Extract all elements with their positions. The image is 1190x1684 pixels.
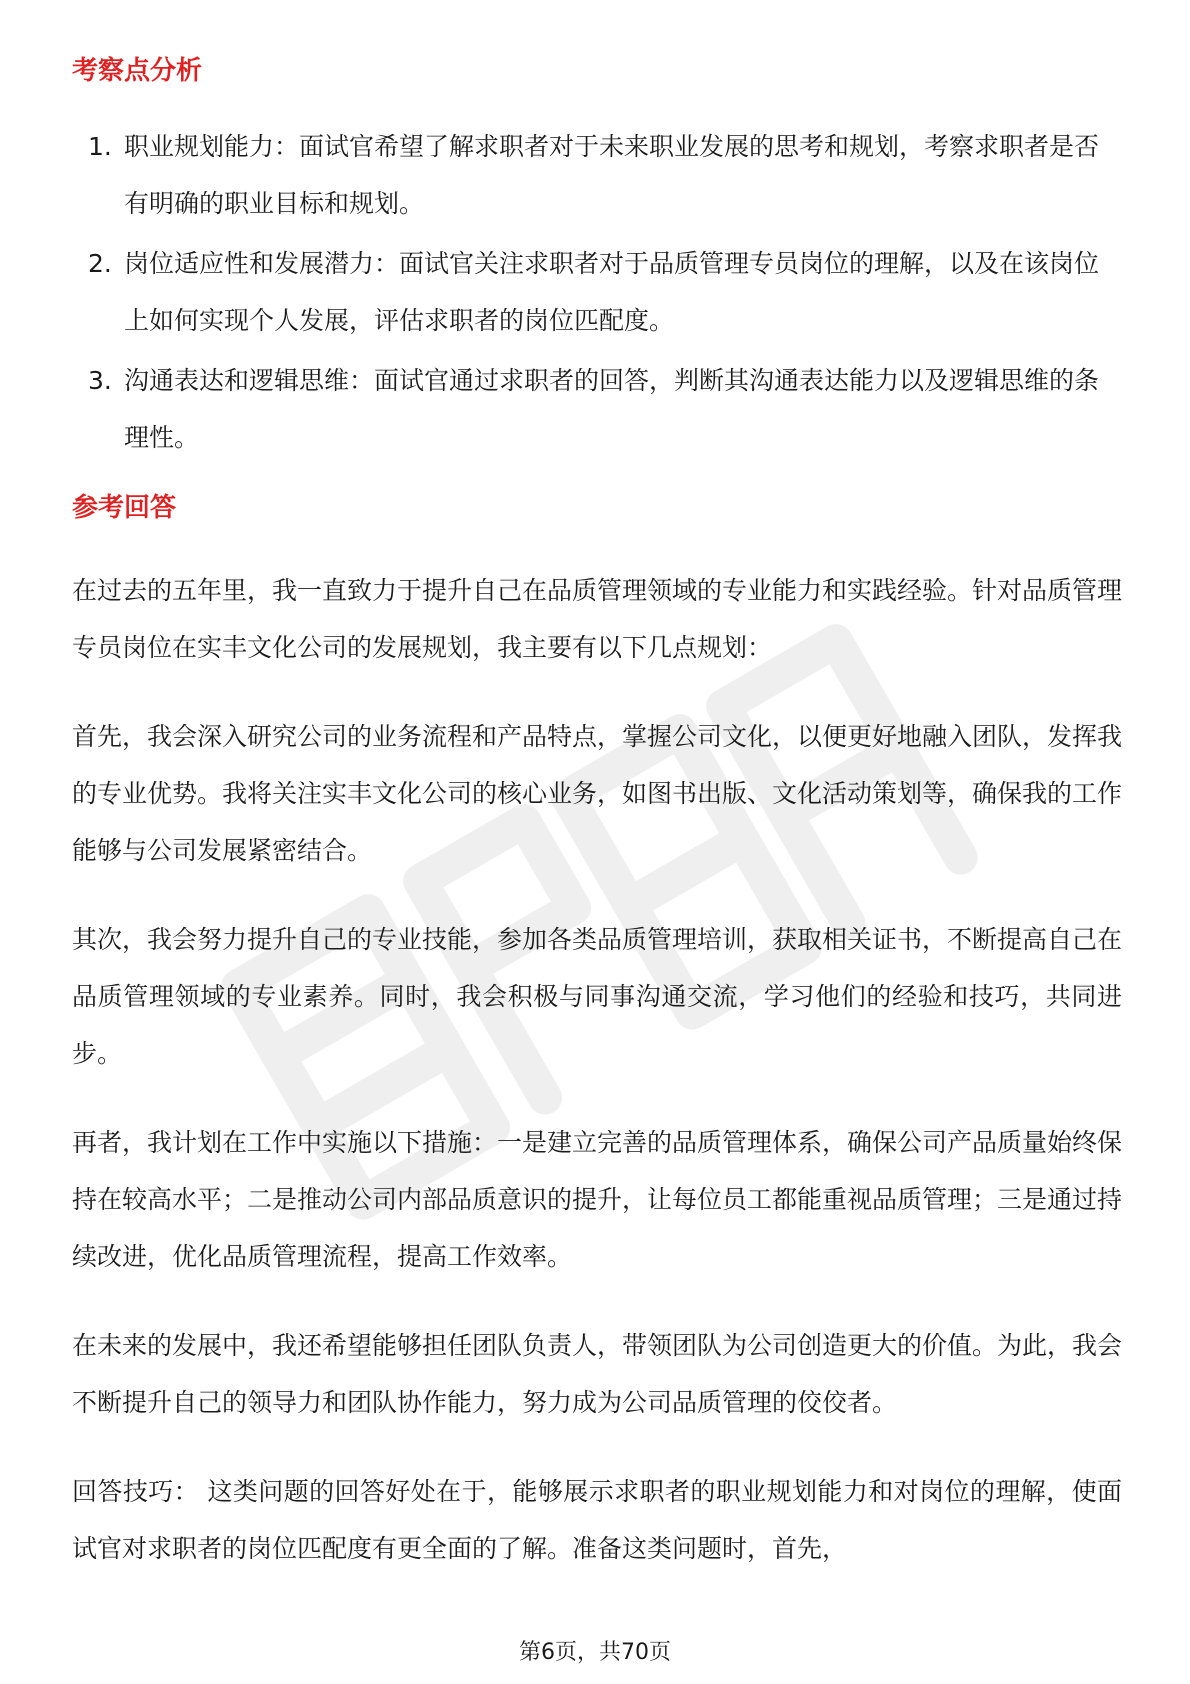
list-item xyxy=(72,352,1122,466)
list-item-text: 沟通表达和逻辑思维：面试官通过求职者的回答，判断其沟通表达能力以及逻辑思维的条理性。 xyxy=(124,366,1100,452)
list-item-number: 2. xyxy=(88,249,112,278)
answer-paragraph: 在过去的五年里，我一直致力于提升自己在品质管理领域的专业能力和实践经验。针对品质管理专员岗位在实丰文化公司的发展规划，我主要有以下几点规划： xyxy=(72,576,1123,662)
answer-paragraph: 在未来的发展中，我还希望能够担任团队负责人，带领团队为公司创造更大的价值。为此，我会不断提升自己的领导力和团队协作能力，努力成为公司品质管理的佼佼者。 xyxy=(72,1331,1123,1417)
list-item xyxy=(72,118,1122,232)
answer-paragraph: 其次，我会努力提升自己的专业技能，参加各类品质管理培训，获取相关证书，不断提高自己在品质管理领域的专业素养。同时，我会积极与同事沟通交流，学习他们的经验和技巧，共同进步。 xyxy=(72,925,1123,1068)
list-item-number: 1. xyxy=(88,132,112,161)
analysis-points-list xyxy=(72,118,1122,469)
page-number-footer: 第6页，共70页 xyxy=(519,1640,671,1665)
list-item xyxy=(72,235,1122,349)
reference-answer-body xyxy=(72,562,1122,1609)
section-title-analysis: 考察点分析 xyxy=(72,56,203,86)
answer-tips-paragraph: 回答技巧： 这类问题的回答好处在于，能够展示求职者的职业规划能力和对岗位的理解，使面试官对求职者的岗位匹配度有更全面的了解。准备这类问题时，首先， xyxy=(72,1477,1122,1563)
list-item-number: 3. xyxy=(88,366,112,395)
answer-paragraph: 首先，我会深入研究公司的业务流程和产品特点，掌握公司文化，以便更好地融入团队，发挥我的专业优势。我将关注实丰文化公司的核心业务，如图书出版、文化活动策划等，确保我的工作能够与公司发展紧密结合。 xyxy=(72,722,1123,865)
answer-paragraph: 再者，我计划在工作中实施以下措施：一是建立完善的品质管理体系，确保公司产品质量始终保持在较高水平；二是推动公司内部品质意识的提升，让每位员工都能重视品质管理；三是通过持续改进，优化品质管理流程，提高工作效率。 xyxy=(72,1128,1123,1271)
section-title-reference-answer: 参考回答 xyxy=(72,493,177,523)
list-item-text: 岗位适应性和发展潜力：面试官关注求职者对于品质管理专员岗位的理解，以及在该岗位上如何实现个人发展，评估求职者的岗位匹配度。 xyxy=(124,249,1100,335)
list-item-text: 职业规划能力：面试官希望了解求职者对于未来职业发展的思考和规划，考察求职者是否有明确的职业目标和规划。 xyxy=(124,132,1100,218)
